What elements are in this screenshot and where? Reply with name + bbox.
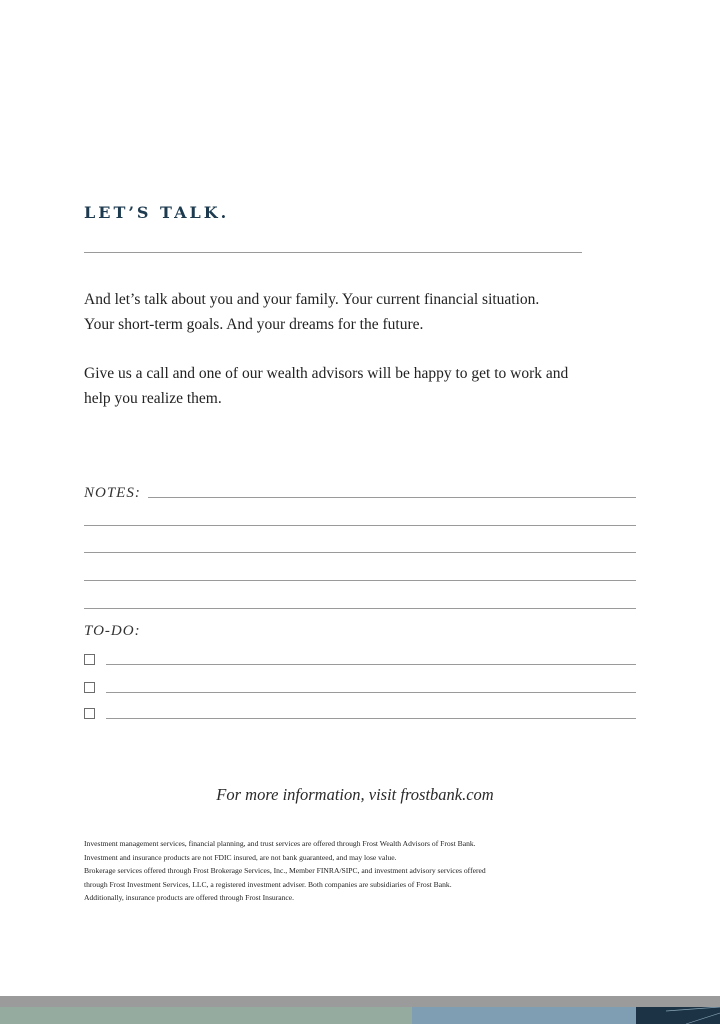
footer-band-gray: [0, 996, 720, 1007]
footer-band-dark: [636, 1007, 720, 1024]
notes-label: NOTES:: [84, 485, 141, 501]
disclaimer-line: through Frost Investment Services, LLC, a registered investment adviser. Both companies are subsidiaries of Frost Bank.: [84, 879, 452, 889]
notes-line[interactable]: [148, 497, 636, 498]
intro-paragraph-2: [84, 361, 624, 411]
todo-label: TO-DO:: [84, 623, 141, 639]
disclaimer-line: Investment management services, financial planning, and trust services are offered through Frost Wealth Advisors of Frost Bank.: [84, 839, 476, 848]
disclaimer-line: Brokerage services offered through Frost Brokerage Services, Inc., Member FINRA/SIPC, and investment advisory services offered: [84, 866, 486, 876]
footer-band-green: [0, 1007, 412, 1024]
disclaimer-line: Additionally, insurance products are offered through Frost Insurance.: [84, 893, 295, 903]
intro-line-1: And let’s talk about you and your family. Your current financial situation.: [84, 291, 540, 308]
disclaimer: [84, 837, 604, 905]
heading-divider: [84, 252, 582, 253]
todo-checkbox[interactable]: [84, 654, 95, 665]
page-heading: LET’S TALK.: [84, 203, 230, 222]
footer-line-decoration: [636, 1007, 720, 1024]
notes-line[interactable]: [84, 552, 636, 553]
notes-line[interactable]: [84, 608, 636, 609]
todo-checkbox[interactable]: [84, 682, 95, 693]
todo-line[interactable]: [106, 664, 636, 665]
footer-band-blue: [412, 1007, 636, 1024]
more-info-link[interactable]: For more information, visit frostbank.com: [216, 785, 494, 804]
intro-line-3: Give us a call and one of our wealth advisors will be happy to get to work and: [84, 365, 569, 382]
intro-paragraph-1: [84, 287, 624, 337]
notes-line[interactable]: [84, 525, 636, 526]
todo-checkbox[interactable]: [84, 708, 95, 719]
notes-line[interactable]: [84, 580, 636, 581]
todo-line[interactable]: [106, 692, 636, 693]
intro-line-4: help you realize them.: [84, 390, 222, 407]
disclaimer-line: Investment and insurance products are not FDIC insured, are not bank guaranteed, and may lose value.: [84, 852, 397, 862]
todo-line[interactable]: [106, 718, 636, 719]
intro-line-2: Your short-term goals. And your dreams for the future.: [84, 316, 424, 333]
